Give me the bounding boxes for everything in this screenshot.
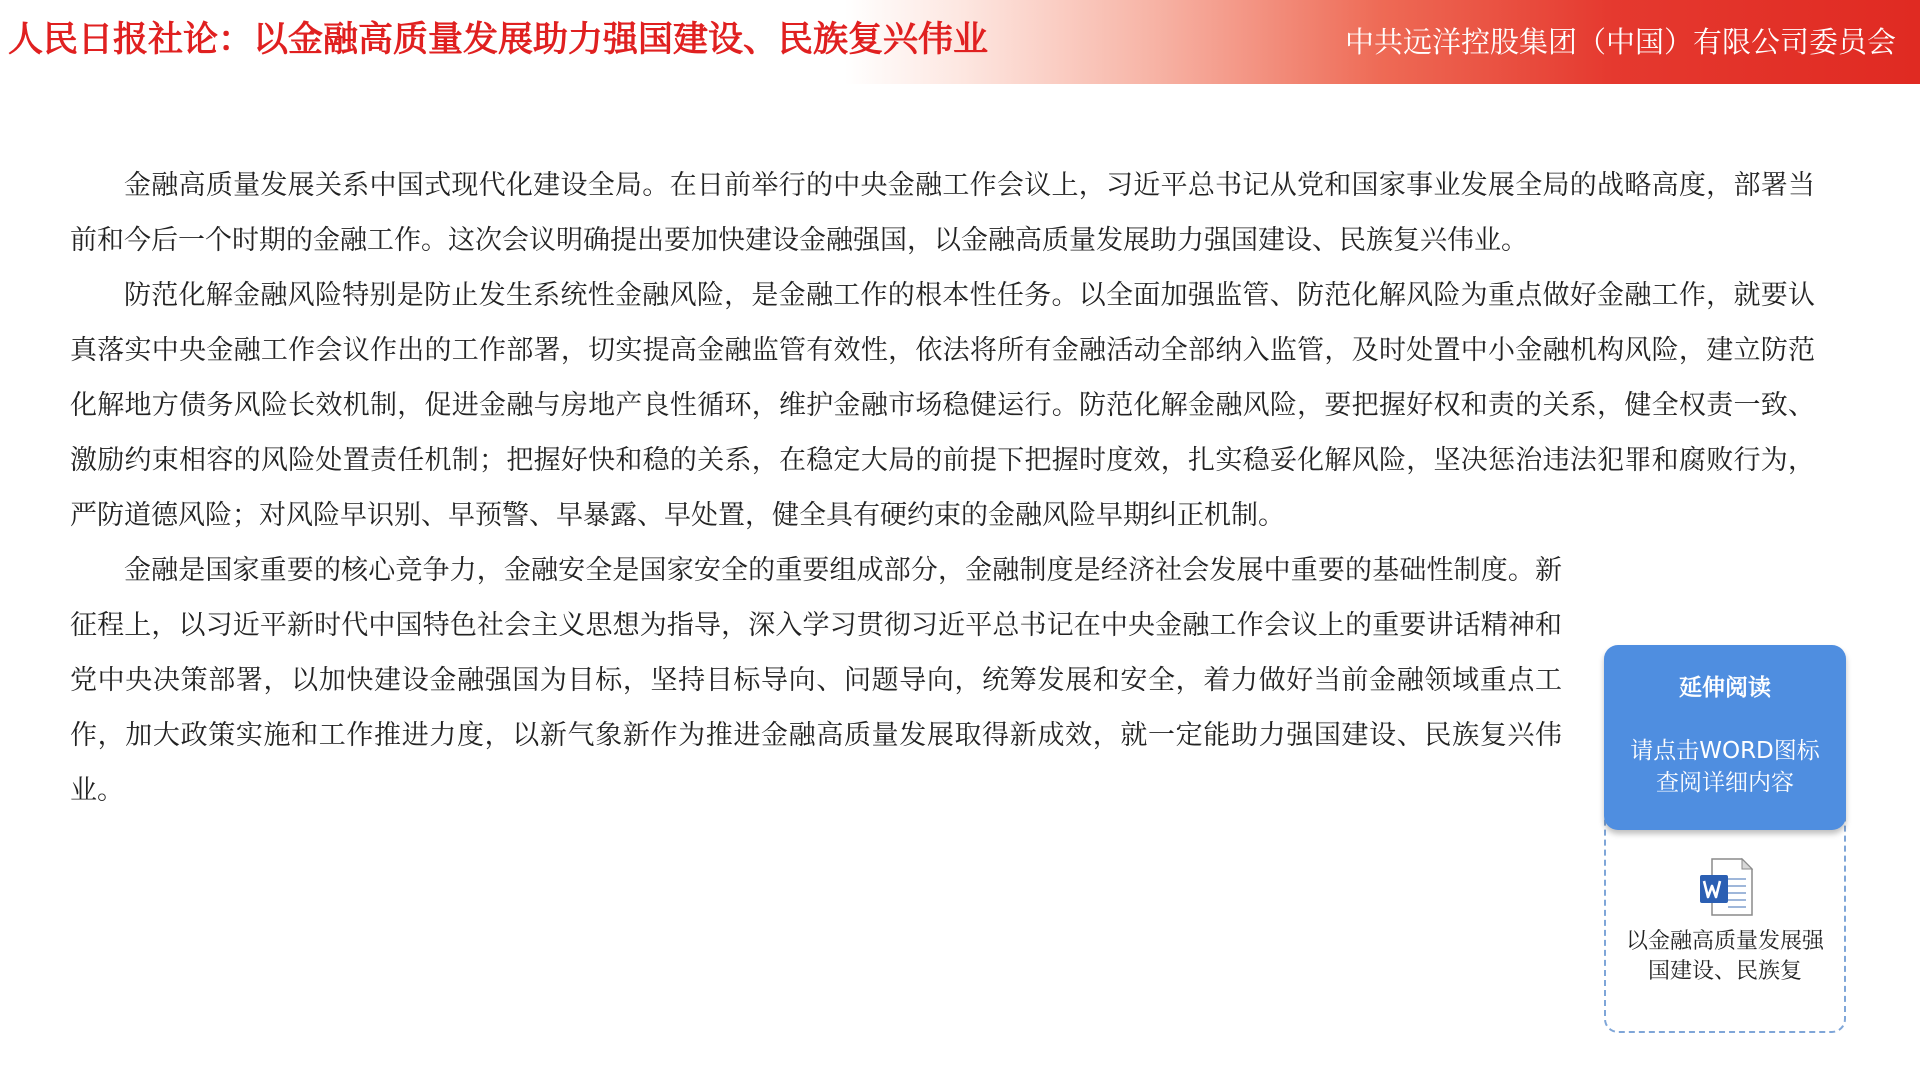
word-document-icon[interactable] <box>1698 857 1754 917</box>
header-bar <box>0 0 1920 84</box>
article-paragraph: 金融是国家重要的核心竞争力，金融安全是国家安全的重要组成部分，金融制度是经济社会发展中重要的基础性制度。新征程上，以习近平新时代中国特色社会主义思想为指导，深入学习贯彻习近平总书记在中央金融工作会议上的重要讲话精神和党中央决策部署，以加快建设金融强国为目标，坚持目标导向、问题导向，统筹发展和安全，着力做好当前金融领域重点工作，加大政策实施和工作推进力度，以新气象新作为推进金融高质量发展取得新成效，就一定能助力强国建设、民族复兴伟业。 <box>70 555 1562 806</box>
document-link-area[interactable] <box>1604 805 1846 1033</box>
extended-reading-title: 延伸阅读 <box>1679 675 1771 701</box>
extended-reading-header <box>1604 645 1846 830</box>
extended-reading-instruction: 请点击WORD图标查阅详细内容 <box>1630 738 1820 796</box>
document-name[interactable]: 以金融高质量发展强国建设、民族复 <box>1625 929 1824 984</box>
article-paragraph: 金融高质量发展关系中国式现代化建设全局。在日前举行的中央金融工作会议上，习近平总书记从党和国家事业发展全局的战略高度，部署当前和今后一个时期的金融工作。这次会议明确提出要加快建设金融强国，以金融高质量发展助力强国建设、民族复兴伟业。 <box>70 170 1815 256</box>
page-title: 人民日报社论：以金融高质量发展助力强国建设、民族复兴伟业 <box>8 20 989 60</box>
article-paragraph: 防范化解金融风险特别是防止发生系统性金融风险，是金融工作的根本性任务。以全面加强监管、防范化解风险为重点做好金融工作，就要认真落实中央金融工作会议作出的工作部署，切实提高金融监管有效性，依法将所有金融活动全部纳入监管，及时处置中小金融机构风险，建立防范化解地方债务风险长效机制，促进金融与房地产良性循环，维护金融市场稳健运行。防范化解金融风险，要把握好权和责的关系，健全权责一致、激励约束相容的风险处置责任机制；把握好快和稳的关系，在稳定大局的前提下把握时度效，扎实稳妥化解风险，坚决惩治违法犯罪和腐败行为，严防道德风险；对风险早识别、早预警、早暴露、早处置，健全具有硬约束的金融风险早期纠正机制。 <box>70 280 1815 531</box>
article-body <box>70 158 1815 818</box>
organization-name: 中共远洋控股集团（中国）有限公司委员会 <box>1344 25 1896 59</box>
extended-reading-card <box>1604 645 1846 1035</box>
